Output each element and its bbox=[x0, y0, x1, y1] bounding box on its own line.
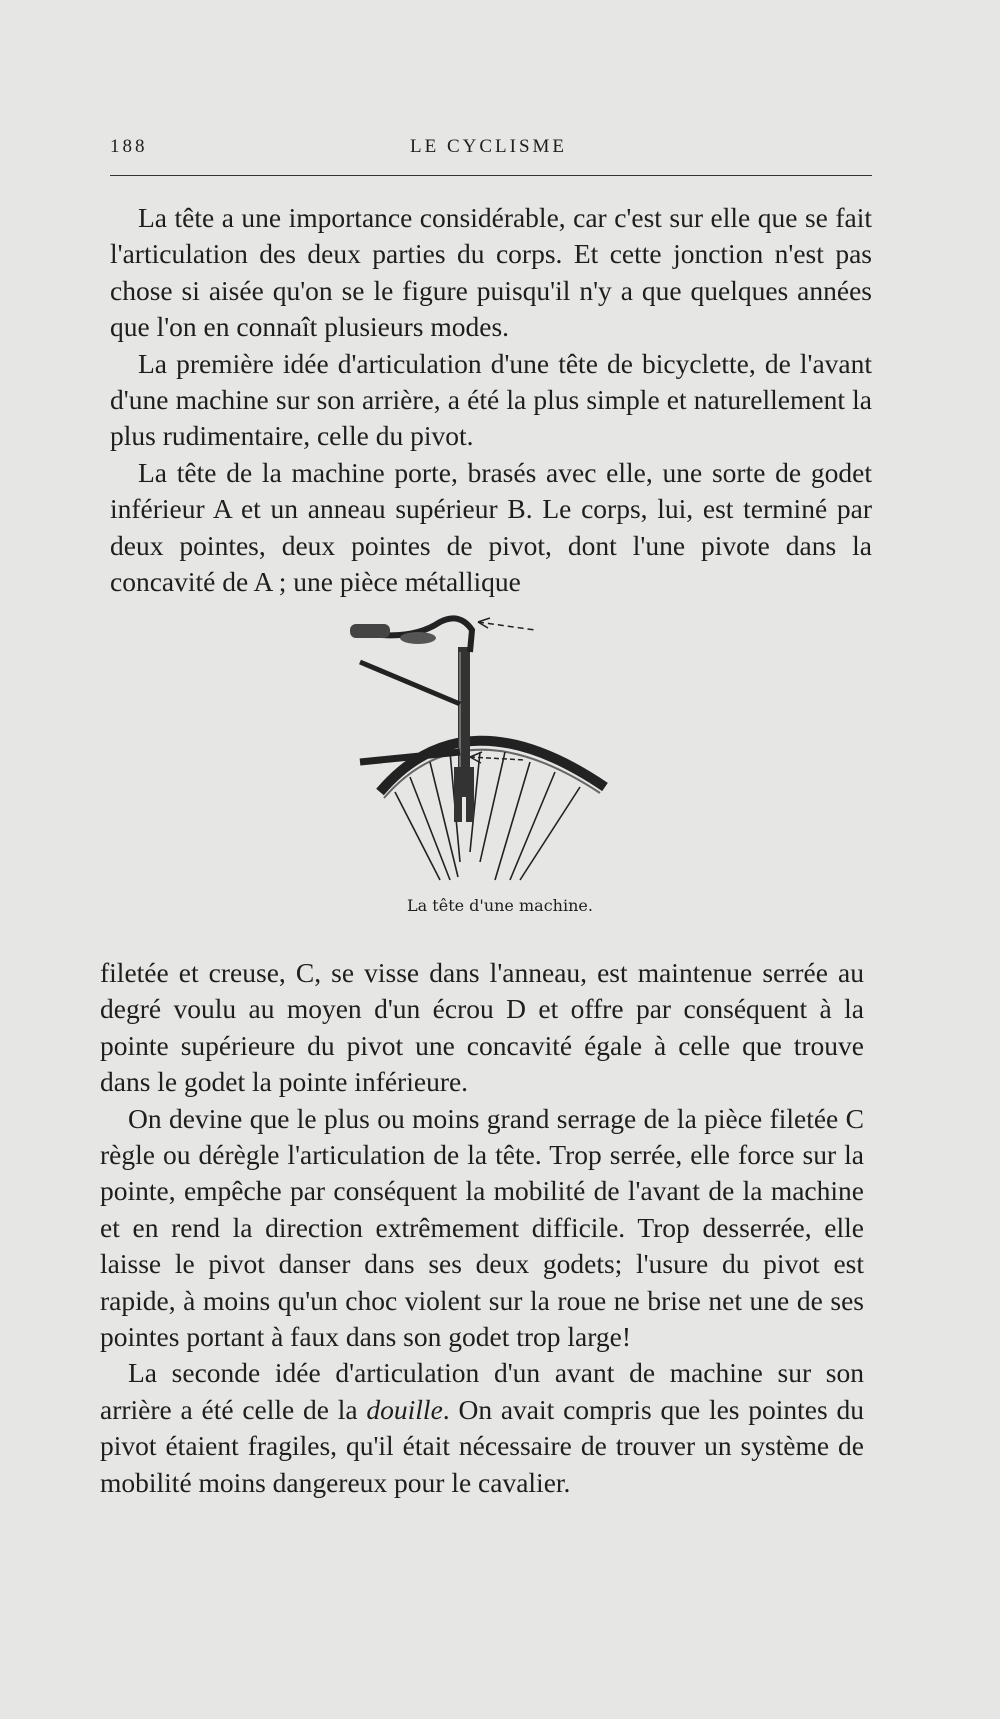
text-block-bottom bbox=[100, 955, 864, 1501]
page-number: 188 bbox=[110, 136, 148, 157]
paragraph: filetée et creuse, C, se visse dans l'anneau, est maintenue serrée au degré voulu au moyen d'un écrou D et offre par conséquent à la pointe supérieure du pivot une concavité égale à celle que trouve dans le godet la pointe inférieure. bbox=[100, 957, 864, 1098]
bicycle-head-illustration bbox=[350, 612, 620, 892]
paragraph-text: La seconde idée d'articulation d'un avant de machine sur son arrière a été celle de la bbox=[100, 1357, 864, 1425]
paragraph-text: On devine que le plus ou moins grand serrage de la pièce filetée C règle ou dérègle l'articulation de la tête. Trop serrée, elle force sur la pointe, empêche par conséquent la mobilité de l'avant de la machine et en rend la direction extrêmement difficile. Trop desserrée, elle laisse le pivot danser dans ses deux godets; l'usure du pivot est rapide, à moins qu'un choc violent sur la roue ne brise net une de ses pointes portant à faux dans son godet trop large! bbox=[100, 1102, 864, 1353]
paragraph: La première idée d'articulation d'une tête de bicyclette, de l'avant d'une machine sur son arrière, a été la plus simple et naturellement la plus rudimentaire, celle du pivot. bbox=[110, 347, 872, 452]
header-rule bbox=[110, 175, 872, 176]
figure-caption: La tête d'une machine. bbox=[407, 896, 593, 915]
paragraph: La tête de la machine porte, brasés avec elle, une sorte de godet inférieur A et un anneau supérieur B. Le corps, lui, est terminé par deux pointes, deux pointes de pivot, dont l'une pivote dans la concavité de A ; une pièce métallique bbox=[110, 456, 872, 598]
paragraph: La tête a une importance considérable, car c'est sur elle que se fait l'articulation des deux parties du corps. Et cette jonction n'est pas chose si aisée qu'on se le figure puisqu'il n'y a que quelques années que l'on en connaît plusieurs modes. bbox=[110, 202, 872, 343]
paragraph bbox=[100, 1101, 864, 1356]
running-title: LE CYCLISME bbox=[410, 136, 568, 157]
italic-term: douille bbox=[366, 1393, 443, 1425]
page-header bbox=[110, 136, 870, 166]
paragraph-text: . On avait compris que les pointes du pivot étaient fragiles, qu'il était nécessaire de trouver un système de mobilité moins dangereux pour le cavalier. bbox=[100, 1393, 864, 1498]
text-block-top bbox=[110, 200, 872, 600]
paragraph bbox=[100, 1355, 864, 1501]
